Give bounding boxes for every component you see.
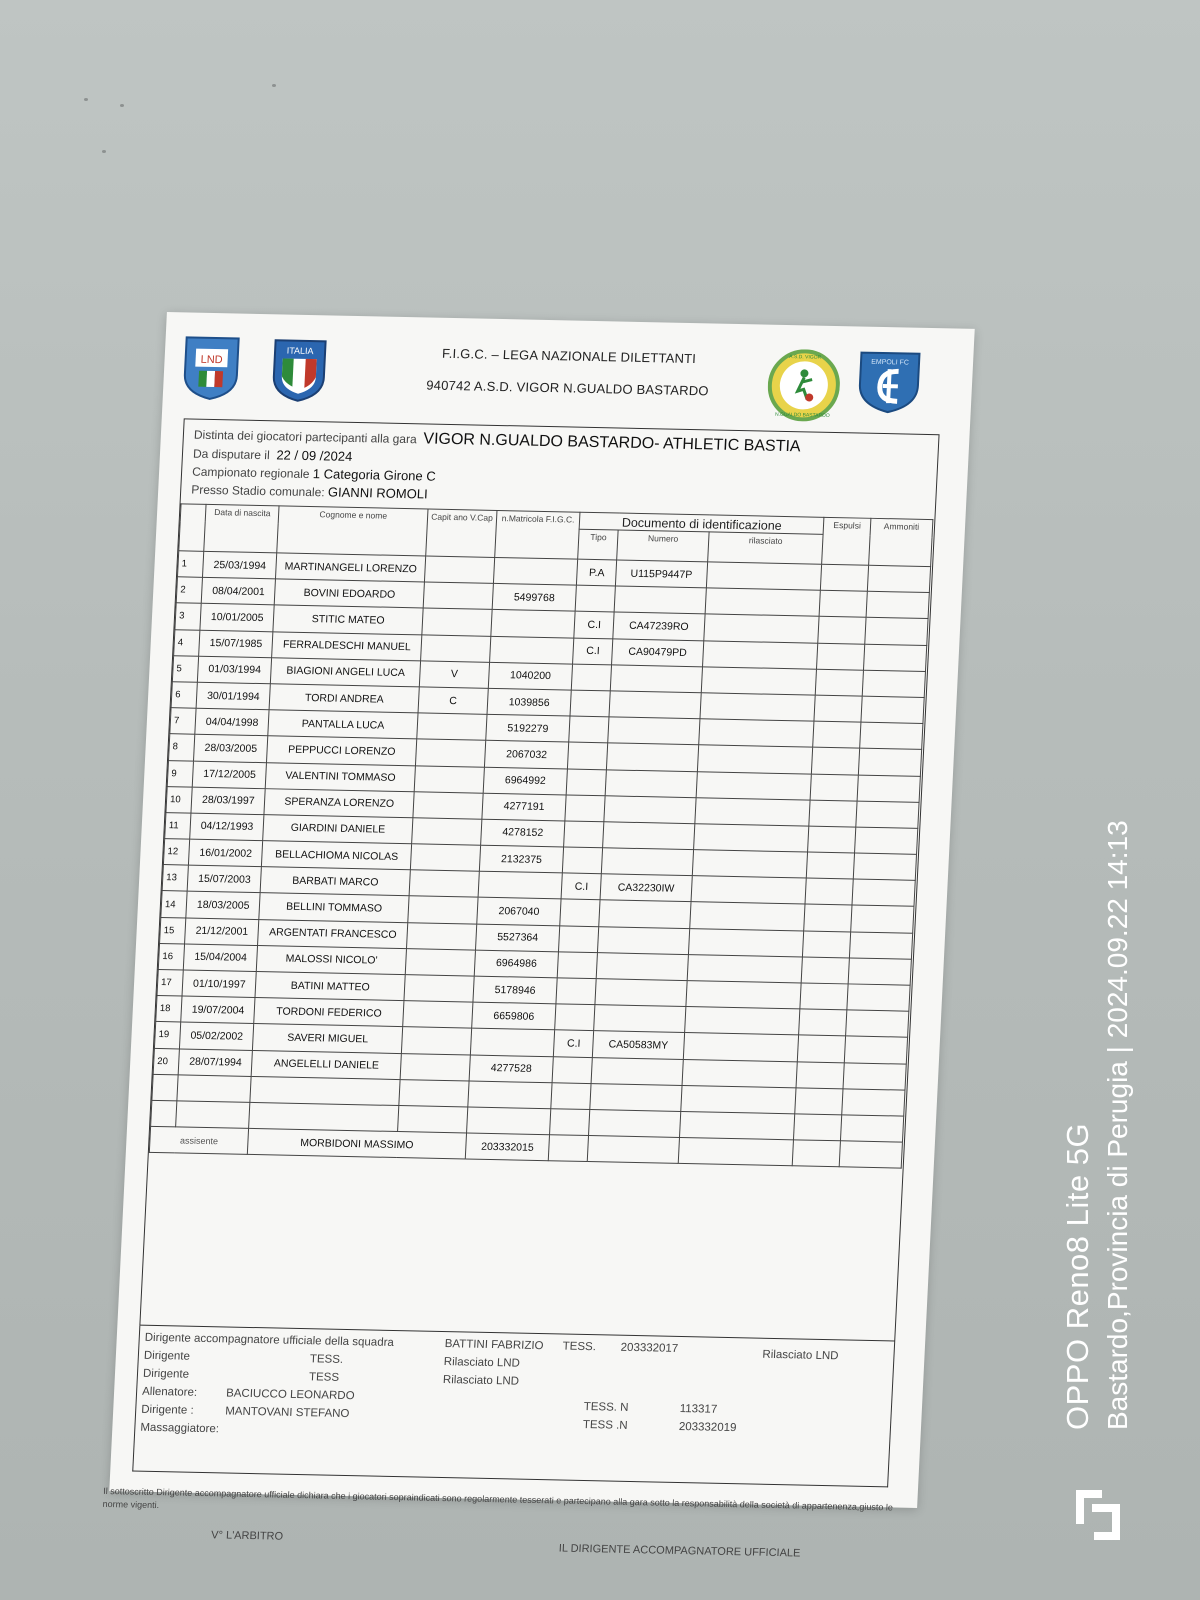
player-doc-number: CA32230IW — [600, 874, 692, 902]
player-dob: 01/10/1997 — [182, 970, 256, 998]
player-matricola: 4277528 — [469, 1055, 554, 1083]
player-expelled — [805, 878, 853, 905]
dirigente3-name: MANTOVANI STEFANO — [224, 1405, 350, 1421]
player-doc-type — [552, 1056, 592, 1083]
player-doc-issued — [684, 1007, 800, 1036]
player-dob: 01/03/1994 — [198, 656, 272, 684]
col-espulsi: Espulsi — [822, 517, 871, 565]
player-captain — [414, 765, 484, 793]
player-name: SPERANZA LORENZO — [264, 788, 414, 817]
player-expelled — [798, 1035, 846, 1062]
player-number: 2 — [176, 577, 202, 604]
player-doc-type — [558, 952, 598, 979]
player-booked — [848, 958, 911, 985]
player-doc-type — [566, 769, 606, 796]
date-line — [193, 446, 353, 464]
players-table — [149, 503, 934, 1169]
player-doc-number — [604, 795, 696, 823]
player-captain — [407, 922, 477, 950]
player-number: 4 — [174, 629, 200, 656]
col-matricola: n.Matricola F.I.G.C. — [494, 510, 580, 559]
player-matricola — [478, 871, 563, 899]
player-matricola: 4277191 — [482, 793, 567, 821]
player-doc-number — [598, 926, 690, 954]
player-name: TORDONI FEDERICO — [254, 998, 404, 1027]
player-doc-issued — [703, 614, 819, 643]
player-doc-type — [570, 690, 610, 717]
player-matricola: 1039856 — [487, 688, 572, 716]
player-booked — [847, 984, 910, 1011]
player-dob: 28/03/2005 — [194, 735, 268, 763]
player-doc-number — [591, 1057, 683, 1085]
player-number: 17 — [157, 969, 183, 996]
rilasciato-1: Rilasciato LND — [762, 1348, 839, 1363]
player-doc-issued — [682, 1059, 798, 1088]
player-doc-type: C.I — [561, 873, 601, 900]
vigor-logo-top-text: A.S.D. VIGOR — [789, 354, 822, 361]
dirigente3-tess: 203332019 — [678, 1420, 737, 1435]
player-name: BELLINI TOMMASO — [259, 893, 409, 922]
allenatore-name: BACIUCCO LEONARDO — [225, 1387, 355, 1403]
empty-cell — [590, 1083, 682, 1111]
player-name: MALOSSI NICOLO' — [256, 945, 406, 974]
allenatore-tess: 113317 — [679, 1402, 718, 1416]
player-number: 8 — [169, 734, 195, 761]
player-doc-issued — [688, 928, 804, 957]
player-matricola: 5527364 — [475, 924, 560, 952]
player-expelled — [813, 721, 861, 748]
player-booked — [865, 618, 928, 645]
stadio-value: GIANNI ROMOLI — [327, 484, 429, 502]
dust-speck — [84, 98, 88, 101]
player-doc-type: C.I — [573, 638, 613, 665]
player-captain — [408, 896, 478, 924]
player-matricola: 1040200 — [488, 662, 573, 690]
player-expelled — [809, 800, 857, 827]
col-tipo: Tipo — [578, 529, 618, 560]
player-matricola — [470, 1028, 555, 1056]
player-doc-number — [603, 822, 695, 850]
date-label: Da disputare il — [192, 446, 271, 463]
player-name: GIARDINI DANIELE — [263, 815, 413, 844]
player-dob: 15/07/1985 — [199, 630, 273, 658]
player-doc-number — [609, 691, 701, 719]
dust-speck — [120, 104, 124, 107]
allenatore-label: Allenatore: — [141, 1385, 198, 1399]
lnd-logo-text: LND — [200, 353, 223, 367]
player-captain — [409, 870, 479, 898]
player-dob: 18/03/2005 — [186, 892, 260, 920]
player-dob: 05/02/2002 — [180, 1022, 254, 1050]
col-rilasciato: rilasciato — [707, 532, 823, 564]
player-booked — [862, 670, 925, 697]
player-matricola — [493, 557, 578, 585]
player-number: 16 — [158, 943, 184, 970]
player-expelled — [818, 617, 866, 644]
player-doc-issued — [694, 797, 810, 826]
campionato-value: 1 Categoria Girone C — [312, 466, 437, 484]
player-doc-issued — [687, 954, 803, 983]
date-value: 22 / 09 /2024 — [276, 447, 353, 464]
player-matricola — [489, 636, 574, 664]
vigor-logo-bottom-text: N.GUALDO BASTARDO — [774, 411, 830, 419]
empty-cell — [177, 1075, 251, 1103]
empty-cell — [589, 1109, 681, 1137]
col-ammoniti: Ammoniti — [869, 518, 933, 566]
assistant-label: assisente — [149, 1126, 248, 1154]
staff-frame — [132, 1326, 895, 1488]
dirigente2-tess: TESS — [308, 1371, 340, 1384]
assistant-empty-cell — [678, 1138, 794, 1167]
assistant-tessera: 203332015 — [465, 1133, 550, 1161]
player-name: PEPPUCCI LORENZO — [267, 736, 417, 765]
player-doc-issued — [697, 745, 813, 774]
player-expelled — [804, 904, 852, 931]
empty-cell — [398, 1105, 468, 1133]
player-captain — [405, 948, 475, 976]
stadio-label: Presso Stadio comunale: — [190, 482, 325, 500]
player-doc-type: C.I — [574, 612, 614, 639]
player-doc-issued — [686, 981, 802, 1010]
player-name: ANGELELLI DANIELE — [251, 1050, 401, 1079]
player-dob: 16/01/2002 — [189, 839, 263, 867]
dirigente2-label: Dirigente — [142, 1367, 190, 1381]
player-expelled — [812, 747, 860, 774]
dirigente1-tess: TESS. — [309, 1353, 344, 1366]
player-captain — [413, 791, 483, 819]
player-name: FERRALDESCHI MANUEL — [272, 631, 422, 660]
player-captain: V — [419, 661, 489, 689]
dirigente-uff-label: Dirigente accompagnatore ufficiale della squadra — [144, 1331, 395, 1349]
dirigente3-tess-label: TESS .N — [582, 1418, 628, 1432]
player-matricola: 2067040 — [477, 898, 562, 926]
player-dob: 28/07/1994 — [178, 1049, 252, 1077]
massaggiatore-label: Massaggiatore: — [140, 1421, 220, 1436]
player-doc-number — [602, 848, 694, 876]
player-number: 3 — [175, 603, 201, 630]
player-booked — [863, 644, 926, 671]
header-club: 940742 A.S.D. VIGOR N.GUALDO BASTARDO — [425, 377, 710, 399]
player-number: 18 — [156, 996, 182, 1023]
player-doc-number: CA50583MY — [593, 1031, 685, 1059]
watermark-device: OPPO Reno8 Lite 5G — [1060, 1122, 1095, 1430]
player-doc-number: CA47239RO — [613, 612, 705, 640]
player-doc-number — [608, 717, 700, 745]
empty-cell — [249, 1102, 399, 1131]
assistant-empty-cell — [549, 1135, 589, 1162]
stadio-line — [191, 482, 428, 502]
player-booked — [852, 879, 915, 906]
player-doc-issued — [701, 667, 817, 696]
player-name: ARGENTATI FRANCESCO — [258, 919, 408, 948]
player-number: 9 — [167, 760, 193, 787]
player-booked — [851, 905, 914, 932]
player-dob: 15/07/2003 — [187, 865, 261, 893]
player-doc-issued — [691, 876, 807, 905]
player-matricola: 5192279 — [485, 714, 570, 742]
dirigente-uff-name: BATTINI FABRIZIO — [444, 1338, 544, 1353]
player-dob: 19/07/2004 — [181, 996, 255, 1024]
player-expelled — [808, 826, 856, 853]
player-booked — [846, 1010, 909, 1037]
empty-cell — [795, 1088, 843, 1115]
player-booked — [849, 932, 912, 959]
campionato-line — [192, 464, 436, 484]
player-name: STITIC MATEO — [273, 605, 423, 634]
player-doc-type — [569, 716, 609, 743]
player-doc-number: U115P9447P — [616, 560, 708, 588]
empoli-logo-text: EMPOLI FC — [870, 358, 910, 367]
player-doc-issued — [692, 850, 808, 879]
player-number: 1 — [177, 551, 203, 578]
rilasciato-2: Rilasciato LND — [443, 1356, 521, 1370]
player-number: 11 — [165, 812, 191, 839]
match-sheet — [102, 312, 974, 1560]
campionato-label: Campionato regionale — [191, 464, 310, 482]
dirigente3-label: Dirigente : — [140, 1403, 194, 1417]
player-number: 5 — [172, 655, 198, 682]
player-captain — [425, 556, 495, 584]
player-doc-number — [595, 979, 687, 1007]
player-doc-issued — [696, 771, 812, 800]
dirigente-uff-tess: 203332017 — [620, 1341, 679, 1355]
empty-cell — [840, 1115, 903, 1142]
player-captain: C — [418, 687, 488, 715]
player-doc-issued — [683, 1033, 799, 1062]
empty-cell — [466, 1107, 551, 1135]
col-nascita: Data di nascita — [204, 504, 279, 552]
player-expelled — [821, 564, 869, 591]
watermark-location-time: Bastardo,Provincia di Perugia | 2024.09.22 14:13 — [1102, 820, 1133, 1430]
player-dob: 15/04/2004 — [183, 944, 257, 972]
player-name: PANTALLA LUCA — [268, 710, 418, 739]
player-matricola: 5499768 — [492, 584, 577, 612]
player-name: VALENTINI TOMMASO — [265, 762, 415, 791]
player-matricola: 6964986 — [474, 950, 559, 978]
player-matricola — [491, 610, 576, 638]
player-booked — [855, 827, 918, 854]
gara-value: VIGOR N.GUALDO BASTARDO- ATHLETIC BASTIA — [422, 430, 801, 456]
players-rows — [149, 551, 930, 1169]
player-expelled — [810, 774, 858, 801]
empty-cell — [250, 1076, 400, 1105]
declaration-note: Il sottoscritto Dirigente accompagnatore ufficiale dichiara che i giocatori sopraindicati sono regolarmente tesserati e partecipano alla gara sotto la responsabilità della società di appartenenza,giusto le norme vigenti. — [102, 1485, 894, 1513]
player-booked — [857, 775, 920, 802]
signature-dirigente: IL DIRIGENTE ACCOMPAGNATORE UFFICIALE — [558, 1542, 801, 1560]
empty-cell — [679, 1111, 795, 1140]
player-doc-number — [614, 586, 706, 614]
player-expelled — [817, 643, 865, 670]
player-doc-type — [563, 847, 603, 874]
player-booked — [866, 591, 929, 618]
player-expelled — [801, 957, 849, 984]
player-name: BARBATI MARCO — [260, 867, 410, 896]
player-captain — [423, 582, 493, 610]
player-captain — [417, 713, 487, 741]
player-doc-type — [560, 899, 600, 926]
player-doc-type — [565, 795, 605, 822]
player-doc-type — [575, 585, 615, 612]
player-dob: 17/12/2005 — [192, 761, 266, 789]
player-name: BIAGIONI ANGELI LUCA — [271, 658, 421, 687]
player-doc-issued — [689, 902, 805, 931]
player-dob: 28/03/1997 — [191, 787, 265, 815]
player-number: 10 — [166, 786, 192, 813]
player-doc-type — [564, 821, 604, 848]
empty-cell — [551, 1083, 591, 1110]
player-doc-type — [568, 742, 608, 769]
col-capitano: Capit ano V.Cap — [426, 509, 497, 557]
player-expelled — [796, 1061, 844, 1088]
player-number: 15 — [160, 917, 186, 944]
player-matricola: 5178946 — [473, 976, 558, 1004]
player-doc-type: C.I — [554, 1030, 594, 1057]
player-doc-issued — [702, 640, 818, 669]
player-dob: 21/12/2001 — [185, 918, 259, 946]
dirigente-uff-tess-label: TESS. — [562, 1340, 597, 1354]
player-doc-type: P.A — [577, 559, 617, 586]
player-expelled — [807, 852, 855, 879]
player-expelled — [815, 669, 863, 696]
player-doc-number — [599, 900, 691, 928]
player-number: 19 — [154, 1022, 180, 1049]
col-number — [179, 504, 206, 551]
assistant-empty-cell — [587, 1136, 679, 1164]
header-federation: F.I.G.C. – LEGA NAZIONALE DILETTANTI — [441, 345, 697, 367]
empty-cell — [399, 1079, 469, 1107]
rilasciato-3: Rilasciato LND — [442, 1374, 520, 1388]
empty-cell — [550, 1109, 590, 1136]
player-matricola: 2132375 — [479, 845, 564, 873]
player-matricola: 6659806 — [471, 1002, 556, 1030]
player-doc-issued — [698, 719, 814, 748]
player-captain — [411, 844, 481, 872]
dust-speck — [272, 84, 276, 87]
player-captain — [412, 818, 482, 846]
player-dob: 10/01/2005 — [200, 604, 274, 632]
player-doc-number — [596, 952, 688, 980]
signature-arbitro: V° L'ARBITRO — [210, 1529, 284, 1543]
player-booked — [858, 748, 921, 775]
dust-speck — [102, 150, 106, 153]
player-doc-number — [594, 1005, 686, 1033]
player-doc-number — [610, 665, 702, 693]
assistant-name: MORBIDONI MASSIMO — [247, 1129, 466, 1160]
player-dob: 08/04/2001 — [201, 578, 275, 606]
empty-cell — [468, 1081, 553, 1109]
player-name: BOVINI EDOARDO — [274, 579, 424, 608]
allenatore-tess-label: TESS. N — [583, 1400, 629, 1414]
gara-label: Distinta dei giocatori partecipanti alla gara — [193, 427, 418, 447]
player-captain — [403, 1001, 473, 1029]
player-matricola: 6964992 — [483, 767, 568, 795]
player-expelled — [803, 931, 851, 958]
player-doc-issued — [706, 562, 822, 591]
player-dob: 04/12/1993 — [190, 813, 264, 841]
player-booked — [843, 1062, 906, 1089]
italia-logo-text: ITALIA — [286, 345, 314, 357]
player-matricola: 2067032 — [484, 741, 569, 769]
player-booked — [844, 1036, 907, 1063]
player-dob: 04/04/1998 — [195, 708, 269, 736]
col-documento: Documento di identificazione — [579, 512, 824, 534]
player-number: 13 — [162, 865, 188, 892]
players-frame — [139, 418, 939, 1341]
player-doc-number — [605, 769, 697, 797]
player-doc-issued — [705, 588, 821, 617]
empty-cell — [842, 1089, 905, 1116]
empty-cell — [176, 1101, 250, 1129]
assistant-empty-cell — [839, 1141, 902, 1168]
player-name: BATINI MATTEO — [255, 972, 405, 1001]
watermark-logo-icon — [1072, 1484, 1124, 1544]
col-numero: Numero — [617, 530, 709, 562]
player-captain — [416, 739, 486, 767]
player-doc-number — [607, 743, 699, 771]
player-doc-type — [572, 664, 612, 691]
player-expelled — [814, 695, 862, 722]
player-name: BELLACHIOMA NICOLAS — [262, 841, 412, 870]
player-name: SAVERI MIGUEL — [253, 1024, 403, 1053]
player-captain — [422, 608, 492, 636]
player-doc-issued — [700, 693, 816, 722]
camera-watermark — [1060, 820, 1134, 1430]
player-booked — [861, 696, 924, 723]
player-number: 7 — [170, 708, 196, 735]
col-nome: Cognome e nome — [277, 506, 428, 556]
player-expelled — [819, 590, 867, 617]
empty-cell — [794, 1114, 842, 1141]
player-name: MARTINANGELI LORENZO — [276, 553, 426, 582]
player-captain — [402, 1027, 472, 1055]
player-number: 14 — [161, 891, 187, 918]
player-expelled — [799, 1009, 847, 1036]
assistant-empty-cell — [792, 1140, 840, 1167]
dirigente1-label: Dirigente — [143, 1349, 191, 1363]
player-booked — [853, 853, 916, 880]
player-number: 12 — [163, 839, 189, 866]
player-doc-number: CA90479PD — [612, 638, 704, 666]
player-doc-type — [556, 978, 596, 1005]
empty-cell — [152, 1074, 178, 1101]
player-captain — [421, 634, 491, 662]
player-booked — [860, 722, 923, 749]
player-number: 6 — [171, 682, 197, 709]
player-captain — [400, 1053, 470, 1081]
empty-cell — [151, 1100, 177, 1127]
player-expelled — [800, 983, 848, 1010]
player-booked — [867, 565, 930, 592]
empty-cell — [680, 1085, 796, 1114]
player-name: TORDI ANDREA — [269, 684, 419, 713]
player-captain — [404, 975, 474, 1003]
player-matricola: 4278152 — [480, 819, 565, 847]
player-doc-type — [559, 926, 599, 953]
player-dob: 30/01/1994 — [196, 682, 270, 710]
player-dob: 25/03/1994 — [203, 551, 277, 579]
player-number: 20 — [153, 1048, 179, 1075]
player-doc-type — [555, 1004, 595, 1031]
player-doc-issued — [693, 824, 809, 853]
player-booked — [856, 801, 919, 828]
